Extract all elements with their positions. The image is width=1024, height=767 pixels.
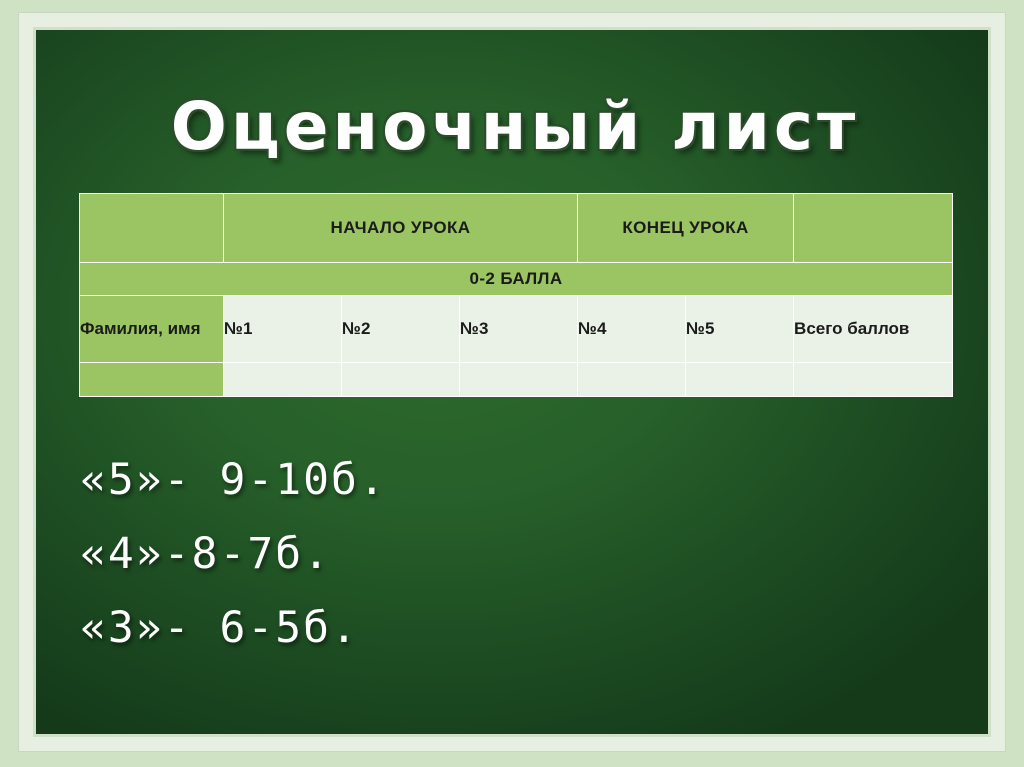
header-cell-last: [794, 194, 953, 263]
table-row-top-header: [80, 194, 953, 263]
table-row-column-headers: [80, 296, 953, 363]
cell-4: [578, 363, 686, 397]
cell-1: [224, 363, 342, 397]
cell-2: [342, 363, 460, 397]
cell-3: [460, 363, 578, 397]
column-header-2: №2: [342, 296, 460, 363]
column-header-1: №1: [224, 296, 342, 363]
header-cell-corner: [80, 194, 224, 263]
chalkboard-panel: [33, 27, 991, 737]
table-row: [80, 363, 953, 397]
table-row-score-band: [80, 263, 953, 296]
page-title: Оценочный лист: [170, 88, 860, 165]
grading-scale-line-4: «4»-8-7б.: [80, 529, 331, 579]
cell-5: [686, 363, 794, 397]
header-cell-lesson-start: НАЧАЛО УРОКА: [224, 194, 578, 263]
grading-scale: [80, 455, 780, 677]
grading-scale-line-3: «3»- 6-5б.: [80, 603, 359, 653]
column-header-3: №3: [460, 296, 578, 363]
column-header-name: Фамилия, имя: [80, 296, 224, 363]
cell-total: [794, 363, 953, 397]
column-header-5: №5: [686, 296, 794, 363]
score-band-label: 0-2 БАЛЛА: [80, 263, 953, 296]
column-header-4: №4: [578, 296, 686, 363]
column-header-total: Всего баллов: [794, 296, 953, 363]
cell-name: [80, 363, 224, 397]
grading-scale-line-5: «5»- 9-10б.: [80, 455, 387, 505]
grade-sheet-table: [79, 193, 953, 397]
header-cell-lesson-end: КОНЕЦ УРОКА: [578, 194, 794, 263]
